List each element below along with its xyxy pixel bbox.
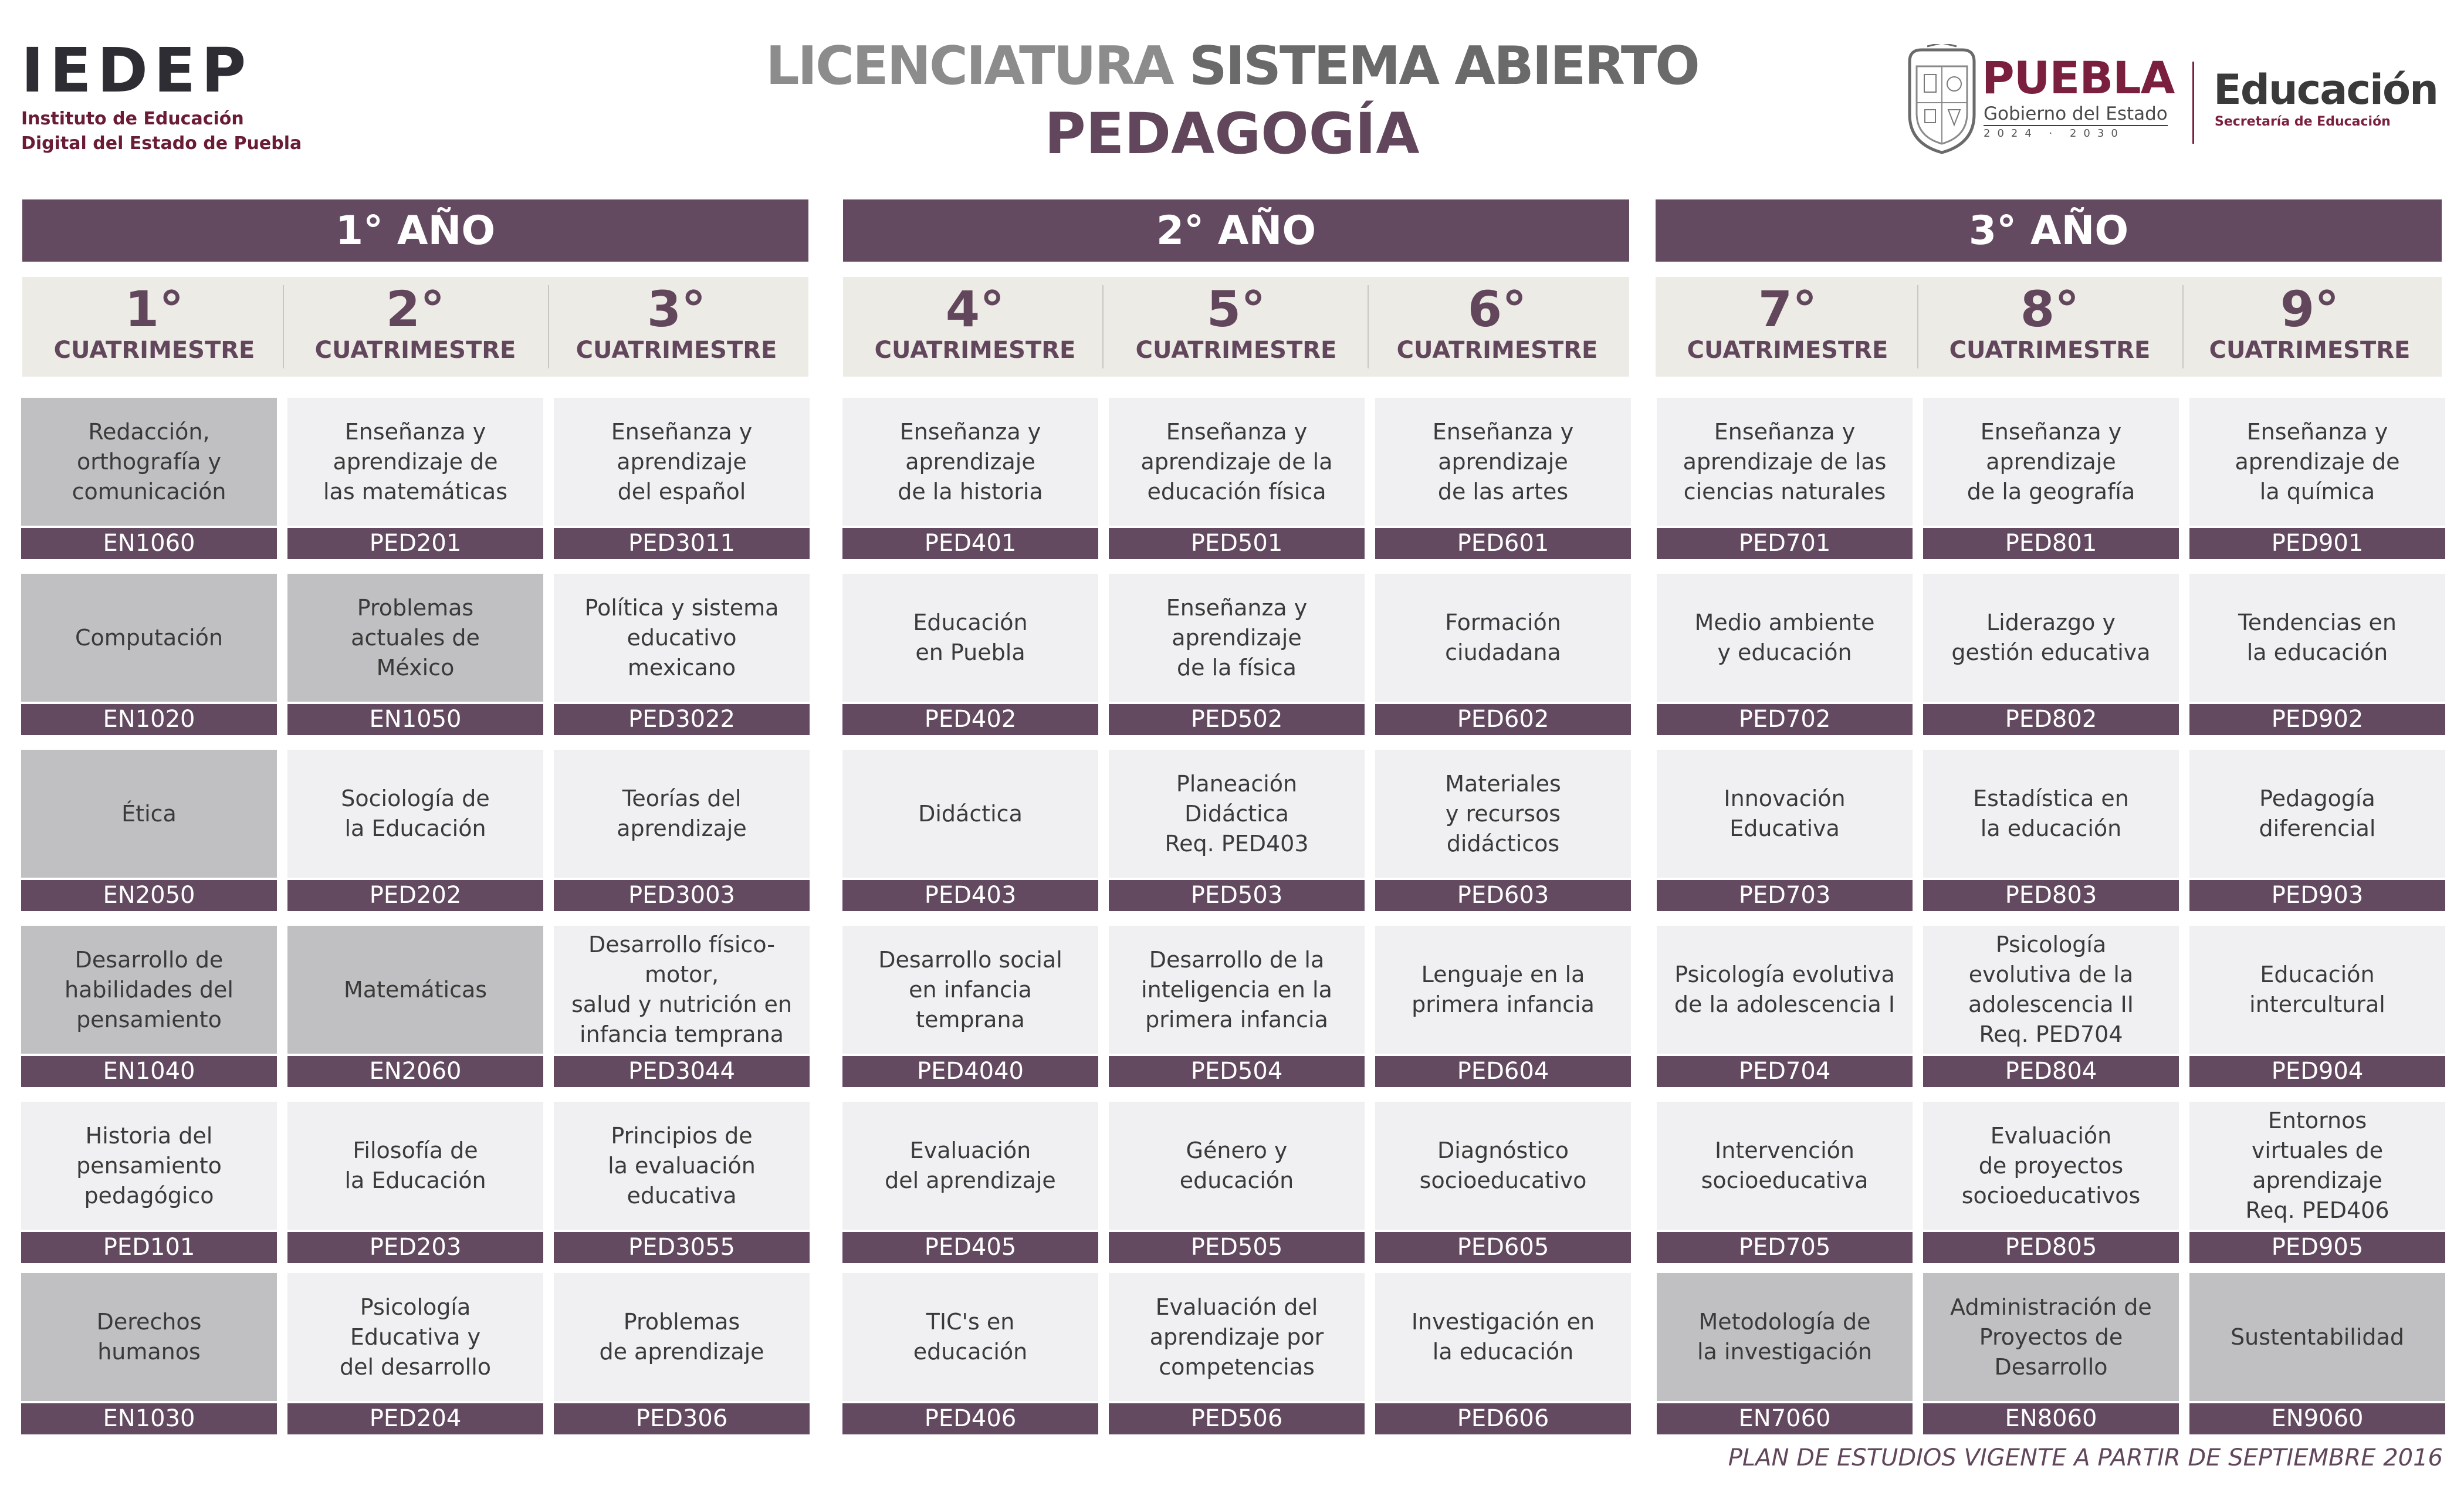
educacion-wordmark: Educación <box>2213 66 2438 114</box>
title-licenciatura: LICENCIATURA <box>766 35 1173 97</box>
semester-label: CUATRIMESTRE <box>53 337 255 364</box>
course-code: PED402 <box>842 704 1098 735</box>
course-card <box>1923 574 2179 735</box>
course-name: Estadística en la educación <box>1923 750 2179 878</box>
semester-label: CUATRIMESTRE <box>874 337 1076 364</box>
semester-header-2 <box>283 277 547 377</box>
course-name: Computación <box>21 574 277 702</box>
semester-number: 3° <box>647 280 706 338</box>
year-header-3: 3° AÑO <box>1656 199 2442 262</box>
course-code: PED3003 <box>554 880 810 911</box>
iedep-wordmark: IEDEP <box>21 35 252 106</box>
semester-label: CUATRIMESTRE <box>576 337 777 364</box>
course-name: Educación intercultural <box>2189 926 2445 1054</box>
course-name: Enseñanza y aprendizaje de las ciencias naturales <box>1657 398 1913 526</box>
course-card <box>554 1273 810 1434</box>
title-sistema-abierto: SISTEMA ABIERTO <box>1189 35 1698 97</box>
course-code: EN1060 <box>21 528 277 559</box>
course-name: Planeación Didáctica Req. PED403 <box>1109 750 1365 878</box>
course-name: Desarrollo social en infancia temprana <box>842 926 1098 1054</box>
course-name: Desarrollo físico-motor, salud y nutrición en infancia temprana <box>554 926 810 1054</box>
course-name: Enseñanza y aprendizaje de las matemáticas <box>287 398 543 526</box>
government-logos <box>1904 44 2449 161</box>
semester-label: CUATRIMESTRE <box>2209 337 2411 364</box>
course-code: PED401 <box>842 528 1098 559</box>
course-name: Política y sistema educativo mexicano <box>554 574 810 702</box>
course-code: PED602 <box>1375 704 1631 735</box>
course-name: Enseñanza y aprendizaje de la educación física <box>1109 398 1365 526</box>
iedep-logo <box>21 35 302 156</box>
government-period: 2024 · 2030 <box>1984 127 2125 140</box>
course-code: PED403 <box>842 880 1098 911</box>
course-card <box>842 1102 1098 1263</box>
course-code: EN2050 <box>21 880 277 911</box>
course-code: PED805 <box>1923 1232 2179 1263</box>
course-card <box>2189 750 2445 911</box>
course-card <box>2189 398 2445 559</box>
course-name: Investigación en la educación <box>1375 1273 1631 1401</box>
semester-divider <box>1102 285 1104 368</box>
course-code: PED202 <box>287 880 543 911</box>
semester-header-3 <box>544 277 808 377</box>
course-code: PED905 <box>2189 1232 2445 1263</box>
title-pedagogia: PEDAGOGÍA <box>1044 101 1420 167</box>
course-card <box>554 398 810 559</box>
course-name: Teorías del aprendizaje <box>554 750 810 878</box>
course-code: PED606 <box>1375 1403 1631 1434</box>
course-card <box>1109 750 1365 911</box>
course-code: PED501 <box>1109 528 1365 559</box>
course-card <box>554 1102 810 1263</box>
course-name: Historia del pensamiento pedagógico <box>21 1102 277 1230</box>
course-name: Principios de la evaluación educativa <box>554 1102 810 1230</box>
semester-number: 9° <box>2280 280 2340 338</box>
course-name: Enseñanza y aprendizaje de la química <box>2189 398 2445 526</box>
puebla-wordmark: PUEBLA <box>1982 52 2175 104</box>
course-code: PED801 <box>1923 528 2179 559</box>
course-name: Educación en Puebla <box>842 574 1098 702</box>
course-card <box>842 926 1098 1087</box>
course-code: PED406 <box>842 1403 1098 1434</box>
course-name: Matemáticas <box>287 926 543 1054</box>
course-code: PED306 <box>554 1403 810 1434</box>
course-code: PED803 <box>1923 880 2179 911</box>
course-card <box>1375 1102 1631 1263</box>
course-name: Liderazgo y gestión educativa <box>1923 574 2179 702</box>
course-name: Evaluación de proyectos socioeducativos <box>1923 1102 2179 1230</box>
course-code: PED201 <box>287 528 543 559</box>
course-card <box>21 750 277 911</box>
course-name: Tendencias en la educación <box>2189 574 2445 702</box>
course-card <box>1375 1273 1631 1434</box>
course-name: Enseñanza y aprendizaje de la historia <box>842 398 1098 526</box>
course-card <box>1109 1102 1365 1263</box>
course-card <box>21 1102 277 1263</box>
course-name: Pedagogía diferencial <box>2189 750 2445 878</box>
semester-header-9 <box>2178 277 2442 377</box>
semester-label: CUATRIMESTRE <box>1687 337 1888 364</box>
course-name: Sociología de la Educación <box>287 750 543 878</box>
course-name: Lenguaje en la primera infancia <box>1375 926 1631 1054</box>
semester-header-1 <box>22 277 286 377</box>
course-code: PED3055 <box>554 1232 810 1263</box>
course-code: EN2060 <box>287 1056 543 1087</box>
semester-label: CUATRIMESTRE <box>1396 337 1598 364</box>
course-card <box>1375 574 1631 735</box>
course-card <box>842 574 1098 735</box>
course-code: PED901 <box>2189 528 2445 559</box>
course-card <box>287 1273 543 1434</box>
course-code: EN8060 <box>1923 1403 2179 1434</box>
semester-number: 1° <box>124 280 184 338</box>
semester-label: CUATRIMESTRE <box>1949 337 2151 364</box>
course-code: PED902 <box>2189 704 2445 735</box>
course-code: PED4040 <box>842 1056 1098 1087</box>
course-card <box>2189 926 2445 1087</box>
course-card <box>1923 926 2179 1087</box>
course-name: Derechos humanos <box>21 1273 277 1401</box>
course-card <box>1923 1102 2179 1263</box>
course-card <box>554 574 810 735</box>
semester-number: 7° <box>1758 280 1817 338</box>
course-code: PED605 <box>1375 1232 1631 1263</box>
semester-number: 8° <box>2020 280 2080 338</box>
course-code: EN1040 <box>21 1056 277 1087</box>
course-code: PED204 <box>287 1403 543 1434</box>
gobierno-del-estado: Gobierno del Estado <box>1984 104 2168 126</box>
course-name: Innovación Educativa <box>1657 750 1913 878</box>
secretaria-de-educacion: Secretaría de Educación <box>2215 114 2391 129</box>
course-code: PED904 <box>2189 1056 2445 1087</box>
course-card <box>2189 574 2445 735</box>
course-code: PED3011 <box>554 528 810 559</box>
course-name: Enseñanza y aprendizaje de la geografía <box>1923 398 2179 526</box>
course-name: Ética <box>21 750 277 878</box>
semester-label: CUATRIMESTRE <box>314 337 516 364</box>
course-code: PED503 <box>1109 880 1365 911</box>
course-name: Evaluación del aprendizaje por competencias <box>1109 1273 1365 1401</box>
course-name: TIC's en educación <box>842 1273 1098 1401</box>
year-header-2: 2° AÑO <box>843 199 1629 262</box>
semester-header-7 <box>1656 277 1920 377</box>
semester-number: 4° <box>945 280 1005 338</box>
course-card <box>1375 926 1631 1087</box>
course-card <box>1657 750 1913 911</box>
course-name: Problemas actuales de México <box>287 574 543 702</box>
semester-bar-year-3 <box>1656 277 2442 377</box>
semester-number: 2° <box>385 280 445 338</box>
course-card <box>1657 1102 1913 1263</box>
course-card <box>21 574 277 735</box>
course-name: Diagnóstico socioeducativo <box>1375 1102 1631 1230</box>
plan-footnote: PLAN DE ESTUDIOS VIGENTE A PARTIR DE SEPTIEMBRE 2016 <box>1728 1444 2443 1471</box>
course-code: PED702 <box>1657 704 1913 735</box>
title-line <box>645 34 1819 99</box>
course-card <box>1923 750 2179 911</box>
course-name: Desarrollo de habilidades del pensamiento <box>21 926 277 1054</box>
course-name: Formación ciudadana <box>1375 574 1631 702</box>
course-card <box>21 926 277 1087</box>
course-name: Administración de Proyectos de Desarrollo <box>1923 1273 2179 1401</box>
course-card <box>287 926 543 1087</box>
course-code: PED705 <box>1657 1232 1913 1263</box>
course-card <box>1375 750 1631 911</box>
course-card <box>1657 574 1913 735</box>
course-name: Psicología Educativa y del desarrollo <box>287 1273 543 1401</box>
semester-bar-year-2 <box>843 277 1629 377</box>
course-code: PED3044 <box>554 1056 810 1087</box>
course-card <box>1657 1273 1913 1434</box>
course-name: Género y educación <box>1109 1102 1365 1230</box>
course-card <box>1109 574 1365 735</box>
course-code: PED704 <box>1657 1056 1913 1087</box>
course-name: Medio ambiente y educación <box>1657 574 1913 702</box>
iedep-subtitle-line2: Digital del Estado de Puebla <box>21 133 302 154</box>
course-name: Metodología de la investigación <box>1657 1273 1913 1401</box>
iedep-subtitle-line1: Instituto de Educación <box>21 109 244 129</box>
course-code: PED804 <box>1923 1056 2179 1087</box>
course-name: Psicología evolutiva de la adolescencia I <box>1657 926 1913 1054</box>
course-card <box>842 1273 1098 1434</box>
course-card <box>1923 1273 2179 1434</box>
course-code: EN1020 <box>21 704 277 735</box>
semester-label: CUATRIMESTRE <box>1135 337 1337 364</box>
course-code: PED502 <box>1109 704 1365 735</box>
course-name: Entornos virtuales de aprendizaje Req. PED406 <box>2189 1102 2445 1230</box>
year-header-1: 1° AÑO <box>22 199 808 262</box>
course-name: Problemas de aprendizaje <box>554 1273 810 1401</box>
course-name: Evaluación del aprendizaje <box>842 1102 1098 1230</box>
course-card <box>554 750 810 911</box>
course-card <box>1109 926 1365 1087</box>
semester-number: 6° <box>1467 280 1527 338</box>
course-card <box>842 750 1098 911</box>
course-name: Enseñanza y aprendizaje de la física <box>1109 574 1365 702</box>
course-card <box>1657 926 1913 1087</box>
course-card <box>1923 398 2179 559</box>
course-name: Didáctica <box>842 750 1098 878</box>
semester-bar-year-1 <box>22 277 808 377</box>
course-code: EN1030 <box>21 1403 277 1434</box>
course-card <box>1657 398 1913 559</box>
course-card <box>287 1102 543 1263</box>
course-card <box>1375 398 1631 559</box>
course-code: PED504 <box>1109 1056 1365 1087</box>
course-code: PED903 <box>2189 880 2445 911</box>
course-card <box>1109 398 1365 559</box>
course-card <box>2189 1102 2445 1263</box>
course-code: EN7060 <box>1657 1403 1913 1434</box>
course-code: EN1050 <box>287 704 543 735</box>
course-code: PED703 <box>1657 880 1913 911</box>
course-name: Psicología evolutiva de la adolescencia II Req. PED704 <box>1923 926 2179 1054</box>
course-name: Sustentabilidad <box>2189 1273 2445 1401</box>
course-name: Redacción, orthografía y comunicación <box>21 398 277 526</box>
course-code: PED405 <box>842 1232 1098 1263</box>
course-code: PED601 <box>1375 528 1631 559</box>
course-code: PED3022 <box>554 704 810 735</box>
semester-number: 5° <box>1206 280 1266 338</box>
course-name: Enseñanza y aprendizaje de las artes <box>1375 398 1631 526</box>
course-code: PED701 <box>1657 528 1913 559</box>
course-code: PED506 <box>1109 1403 1365 1434</box>
course-code: PED802 <box>1923 704 2179 735</box>
course-card <box>2189 1273 2445 1434</box>
course-card <box>554 926 810 1087</box>
semester-header-5 <box>1104 277 1368 377</box>
course-card <box>842 398 1098 559</box>
page-title <box>645 34 1819 169</box>
course-card <box>287 574 543 735</box>
course-name: Filosofía de la Educación <box>287 1102 543 1230</box>
course-code: PED101 <box>21 1232 277 1263</box>
course-card <box>1109 1273 1365 1434</box>
logo-divider <box>2192 62 2194 144</box>
course-card <box>21 1273 277 1434</box>
course-name: Materiales y recursos didácticos <box>1375 750 1631 878</box>
course-code: EN9060 <box>2189 1403 2445 1434</box>
course-card <box>287 398 543 559</box>
semester-header-6 <box>1365 277 1629 377</box>
course-code: PED603 <box>1375 880 1631 911</box>
course-name: Enseñanza y aprendizaje del español <box>554 398 810 526</box>
course-code: PED604 <box>1375 1056 1631 1087</box>
course-code: PED203 <box>287 1232 543 1263</box>
course-code: PED505 <box>1109 1232 1365 1263</box>
course-name: Intervención socioeducativa <box>1657 1102 1913 1230</box>
semester-header-8 <box>1918 277 2182 377</box>
course-card <box>21 398 277 559</box>
coat-of-arms-icon <box>1904 44 1980 155</box>
course-name: Desarrollo de la inteligencia en la primera infancia <box>1109 926 1365 1054</box>
semester-header-4 <box>843 277 1107 377</box>
course-card <box>287 750 543 911</box>
